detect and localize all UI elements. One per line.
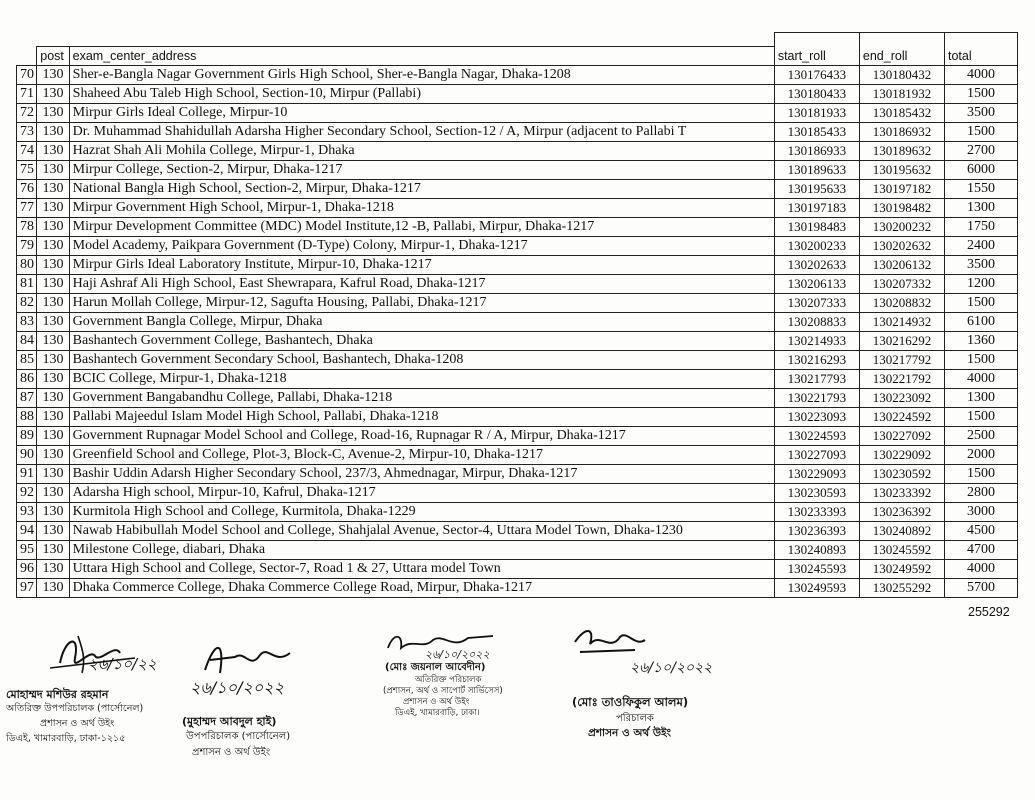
row-total: 2800 <box>945 483 1018 502</box>
row-start-roll: 130240893 <box>774 540 859 559</box>
table-row <box>17 464 1018 483</box>
row-address: Harun Mollah College, Mirpur-12, Sagufta Housing, Pallabi, Dhaka-1217 <box>69 293 774 312</box>
row-address: Bashantech Government College, Bashantech, Dhaka <box>69 331 774 350</box>
signature-date-2: ২৬/১০/২০২২ <box>190 678 284 697</box>
row-end-roll: 130249592 <box>859 559 944 578</box>
row-total: 4700 <box>945 540 1018 559</box>
row-index: 96 <box>17 559 37 578</box>
row-index: 85 <box>17 350 37 369</box>
signer-title-2: উপপরিচালক (পার্সোনেল) <box>186 731 291 742</box>
row-post: 130 <box>37 502 69 521</box>
row-end-roll: 130208832 <box>859 293 944 312</box>
row-post: 130 <box>37 274 69 293</box>
row-start-roll: 130230593 <box>774 483 859 502</box>
row-start-roll: 130214933 <box>774 331 859 350</box>
row-end-roll: 130229092 <box>859 445 944 464</box>
row-index: 73 <box>17 122 37 141</box>
row-address: Nawab Habibullah Model School and College, Shahjalal Avenue, Sector-4, Uttara Model Town, Dhaka-1230 <box>69 521 774 540</box>
row-index: 82 <box>17 293 37 312</box>
row-address: Mirpur Government High School, Mirpur-1, Dhaka-1218 <box>69 198 774 217</box>
signer-title-1: অতিরিক্ত উপপরিচালক (পার্সোনেল) <box>6 703 144 714</box>
table-row <box>17 540 1018 559</box>
row-post: 130 <box>37 540 69 559</box>
row-start-roll: 130198483 <box>774 217 859 236</box>
row-index: 95 <box>17 540 37 559</box>
row-total: 5700 <box>945 578 1018 597</box>
table-row <box>17 331 1018 350</box>
row-index: 90 <box>17 445 37 464</box>
row-index: 87 <box>17 388 37 407</box>
table-row <box>17 445 1018 464</box>
row-total: 1300 <box>945 388 1018 407</box>
row-end-roll: 130180432 <box>859 65 944 84</box>
header-start-roll: start_roll <box>774 33 859 66</box>
row-end-roll: 130202632 <box>859 236 944 255</box>
row-start-roll: 130221793 <box>774 388 859 407</box>
row-start-roll: 130229093 <box>774 464 859 483</box>
row-address: Dr. Muhammad Shahidullah Adarsha Higher Secondary School, Section-12 / A, Mirpur (adjacent to Pallabi T <box>69 122 774 141</box>
row-total: 1500 <box>945 84 1018 103</box>
table-row <box>17 388 1018 407</box>
row-index: 93 <box>17 502 37 521</box>
row-address: Mirpur Girls Ideal College, Mirpur-10 <box>69 103 774 122</box>
row-total: 4500 <box>945 521 1018 540</box>
row-address: Kurmitola High School and College, Kurmitola, Dhaka-1229 <box>69 502 774 521</box>
row-address: Shaheed Abu Taleb High School, Section-10, Mirpur (Pallabi) <box>69 84 774 103</box>
row-end-roll: 130245592 <box>859 540 944 559</box>
row-index: 70 <box>17 65 37 84</box>
row-end-roll: 130198482 <box>859 198 944 217</box>
row-index: 86 <box>17 369 37 388</box>
row-post: 130 <box>37 198 69 217</box>
row-end-roll: 130207332 <box>859 274 944 293</box>
signature-block-3 <box>375 628 545 728</box>
row-address: Milestone College, diabari, Dhaka <box>69 540 774 559</box>
row-start-roll: 130224593 <box>774 426 859 445</box>
row-end-roll: 130206132 <box>859 255 944 274</box>
signer-office-1: ডিএই, খামারবাড়ি, ঢাকা-১২১৫ <box>6 733 126 744</box>
row-address: Dhaka Commerce College, Dhaka Commerce College Road, Mirpur, Dhaka-1217 <box>69 578 774 597</box>
table-body <box>17 65 1018 597</box>
row-index: 71 <box>17 84 37 103</box>
signature-block-2 <box>170 635 360 765</box>
row-post: 130 <box>37 350 69 369</box>
row-total: 1500 <box>945 293 1018 312</box>
row-post: 130 <box>37 293 69 312</box>
table-row <box>17 274 1018 293</box>
row-end-roll: 130186932 <box>859 122 944 141</box>
row-start-roll: 130245593 <box>774 559 859 578</box>
row-total: 6000 <box>945 160 1018 179</box>
table-row <box>17 502 1018 521</box>
signer-title-4: পরিচালক <box>616 713 654 724</box>
row-total: 4000 <box>945 559 1018 578</box>
row-post: 130 <box>37 255 69 274</box>
row-end-roll: 130224592 <box>859 407 944 426</box>
row-end-roll: 130255292 <box>859 578 944 597</box>
row-total: 1300 <box>945 198 1018 217</box>
row-address: Mirpur College, Section-2, Mirpur, Dhaka-1217 <box>69 160 774 179</box>
row-start-roll: 130249593 <box>774 578 859 597</box>
signature-block-4 <box>560 622 760 742</box>
row-total: 3500 <box>945 255 1018 274</box>
row-total: 2700 <box>945 141 1018 160</box>
signer-wing-1: প্রশাসন ও অর্থ উইং <box>40 718 115 729</box>
table-row <box>17 122 1018 141</box>
row-end-roll: 130233392 <box>859 483 944 502</box>
signer-name-1: মোহাম্মদ মশিউর রহমান <box>6 688 109 701</box>
row-total: 6100 <box>945 312 1018 331</box>
signer-name-4: (মোঃ তাওফিকুল আলম) <box>572 695 689 709</box>
row-index: 83 <box>17 312 37 331</box>
row-post: 130 <box>37 217 69 236</box>
row-total: 4000 <box>945 369 1018 388</box>
row-total: 3000 <box>945 502 1018 521</box>
row-address: BCIC College, Mirpur-1, Dhaka-1218 <box>69 369 774 388</box>
table-row <box>17 255 1018 274</box>
signer-wing-3: প্রশাসন ও অর্থ উইং <box>403 697 470 707</box>
row-index: 80 <box>17 255 37 274</box>
table-row <box>17 312 1018 331</box>
table-row <box>17 578 1018 597</box>
row-total: 2400 <box>945 236 1018 255</box>
row-post: 130 <box>37 122 69 141</box>
row-index: 81 <box>17 274 37 293</box>
table-row <box>17 160 1018 179</box>
row-index: 79 <box>17 236 37 255</box>
row-index: 84 <box>17 331 37 350</box>
row-end-roll: 130217792 <box>859 350 944 369</box>
signer-name-3: (মোঃ জয়নাল আবেদীন) <box>385 662 486 673</box>
signer-office-3: ডিএই, খামারবাড়ি, ঢাকা। <box>395 708 480 718</box>
row-address: Adarsha High school, Mirpur-10, Kafrul, Dhaka-1217 <box>69 483 774 502</box>
row-start-roll: 130176433 <box>774 65 859 84</box>
handwritten-signature-2 <box>190 635 310 680</box>
row-post: 130 <box>37 160 69 179</box>
table-header-row-top <box>17 33 1018 47</box>
row-total: 1500 <box>945 407 1018 426</box>
row-address: Uttara High School and College, Sector-7, Road 1 & 27, Uttara model Town <box>69 559 774 578</box>
row-address: Greenfield School and College, Plot-3, Block-C, Avenue-2, Mirpur-10, Dhaka-1217 <box>69 445 774 464</box>
row-start-roll: 130208833 <box>774 312 859 331</box>
row-post: 130 <box>37 369 69 388</box>
row-post: 130 <box>37 236 69 255</box>
row-start-roll: 130180433 <box>774 84 859 103</box>
row-address: Bashantech Government Secondary School, Bashantech, Dhaka-1208 <box>69 350 774 369</box>
table-row <box>17 217 1018 236</box>
row-total: 1500 <box>945 350 1018 369</box>
row-address: Pallabi Majeedul Islam Model High School, Pallabi, Dhaka-1218 <box>69 407 774 426</box>
row-end-roll: 130181932 <box>859 84 944 103</box>
row-post: 130 <box>37 464 69 483</box>
row-index: 75 <box>17 160 37 179</box>
row-start-roll: 130216293 <box>774 350 859 369</box>
row-total: 2000 <box>945 445 1018 464</box>
row-total: 4000 <box>945 65 1018 84</box>
row-start-roll: 130202633 <box>774 255 859 274</box>
table-row <box>17 198 1018 217</box>
row-address: Hazrat Shah Ali Mohila College, Mirpur-1, Dhaka <box>69 141 774 160</box>
row-address: National Bangla High School, Section-2, Mirpur, Dhaka-1217 <box>69 179 774 198</box>
signer-name-2: (মুহাম্মদ আবদুল হাই) <box>182 715 277 728</box>
row-address: Government Bangla College, Mirpur, Dhaka <box>69 312 774 331</box>
row-end-roll: 130221792 <box>859 369 944 388</box>
row-address: Mirpur Girls Ideal Laboratory Institute, Mirpur-10, Dhaka-1217 <box>69 255 774 274</box>
row-total: 1360 <box>945 331 1018 350</box>
signature-date-4: ২৬/১০/২০২২ <box>630 660 713 676</box>
row-start-roll: 130206133 <box>774 274 859 293</box>
row-post: 130 <box>37 559 69 578</box>
row-post: 130 <box>37 578 69 597</box>
signature-date-1: ২৬/১০/২২ <box>88 655 157 673</box>
exam-center-table <box>16 32 1018 598</box>
row-start-roll: 130197183 <box>774 198 859 217</box>
row-start-roll: 130181933 <box>774 103 859 122</box>
table-row <box>17 141 1018 160</box>
signature-block-1 <box>0 628 170 758</box>
row-address: Haji Ashraf Ali High School, East Shewrapara, Kafrul Road, Dhaka-1217 <box>69 274 774 293</box>
row-end-roll: 130227092 <box>859 426 944 445</box>
row-post: 130 <box>37 407 69 426</box>
table-row <box>17 65 1018 84</box>
row-address: Bashir Uddin Adarsh Higher Secondary School, 237/3, Ahmednagar, Mirpur, Dhaka-1217 <box>69 464 774 483</box>
row-start-roll: 130189633 <box>774 160 859 179</box>
table-row <box>17 84 1018 103</box>
row-start-roll: 130207333 <box>774 293 859 312</box>
row-index: 74 <box>17 141 37 160</box>
row-end-roll: 130223092 <box>859 388 944 407</box>
signer-title-3: অতিরিক্ত পরিচালক <box>415 675 482 685</box>
row-index: 89 <box>17 426 37 445</box>
table-row <box>17 103 1018 122</box>
row-start-roll: 130233393 <box>774 502 859 521</box>
row-index: 78 <box>17 217 37 236</box>
row-address: Government Bangabandhu College, Pallabi, Dhaka-1218 <box>69 388 774 407</box>
table-row <box>17 350 1018 369</box>
row-address: Government Rupnagar Model School and College, Road-16, Rupnagar R / A, Mirpur, Dhaka-1217 <box>69 426 774 445</box>
row-post: 130 <box>37 312 69 331</box>
row-start-roll: 130217793 <box>774 369 859 388</box>
header-index <box>17 46 37 65</box>
row-start-roll: 130200233 <box>774 236 859 255</box>
table-row <box>17 179 1018 198</box>
row-index: 94 <box>17 521 37 540</box>
row-total: 1550 <box>945 179 1018 198</box>
row-post: 130 <box>37 426 69 445</box>
row-index: 88 <box>17 407 37 426</box>
table-row <box>17 521 1018 540</box>
row-address: Sher-e-Bangla Nagar Government Girls High School, Sher-e-Bangla Nagar, Dhaka-1208 <box>69 65 774 84</box>
row-post: 130 <box>37 65 69 84</box>
row-start-roll: 130195633 <box>774 179 859 198</box>
row-end-roll: 130214932 <box>859 312 944 331</box>
grand-total: 255292 <box>968 605 1010 619</box>
row-post: 130 <box>37 103 69 122</box>
row-address: Model Academy, Paikpara Government (D-Type) Colony, Mirpur-1, Dhaka-1217 <box>69 236 774 255</box>
row-post: 130 <box>37 483 69 502</box>
row-total: 2500 <box>945 426 1018 445</box>
row-end-roll: 130216292 <box>859 331 944 350</box>
signer-dept-3: (প্রশাসন, অর্থ ও সাপোর্ট সার্ভিসেস) <box>383 686 503 696</box>
row-end-roll: 130230592 <box>859 464 944 483</box>
row-start-roll: 130186933 <box>774 141 859 160</box>
row-post: 130 <box>37 388 69 407</box>
table-row <box>17 236 1018 255</box>
signature-date-3: ২৬/১০/২০২২ <box>425 648 490 661</box>
row-end-roll: 130189632 <box>859 141 944 160</box>
row-post: 130 <box>37 179 69 198</box>
row-total: 3500 <box>945 103 1018 122</box>
row-end-roll: 130197182 <box>859 179 944 198</box>
row-post: 130 <box>37 84 69 103</box>
row-total: 1750 <box>945 217 1018 236</box>
header-spacer <box>17 33 775 47</box>
row-index: 72 <box>17 103 37 122</box>
row-start-roll: 130227093 <box>774 445 859 464</box>
table-row <box>17 426 1018 445</box>
row-total: 1500 <box>945 122 1018 141</box>
row-index: 77 <box>17 198 37 217</box>
row-total: 1200 <box>945 274 1018 293</box>
row-end-roll: 130200232 <box>859 217 944 236</box>
table-row <box>17 293 1018 312</box>
row-end-roll: 130236392 <box>859 502 944 521</box>
row-start-roll: 130236393 <box>774 521 859 540</box>
row-index: 76 <box>17 179 37 198</box>
row-end-roll: 130240892 <box>859 521 944 540</box>
table-row <box>17 559 1018 578</box>
table-row <box>17 369 1018 388</box>
header-end-roll: end_roll <box>859 33 944 66</box>
row-post: 130 <box>37 521 69 540</box>
header-total: total <box>945 33 1018 66</box>
header-post: post <box>37 46 69 65</box>
row-index: 97 <box>17 578 37 597</box>
signer-wing-4: প্রশাসন ও অর্থ উইং <box>588 727 672 739</box>
row-post: 130 <box>37 331 69 350</box>
table-row <box>17 483 1018 502</box>
row-start-roll: 130185433 <box>774 122 859 141</box>
row-index: 91 <box>17 464 37 483</box>
row-index: 92 <box>17 483 37 502</box>
table-row <box>17 407 1018 426</box>
row-address: Mirpur Development Committee (MDC) Model Institute,12 -B, Pallabi, Mirpur, Dhaka-1217 <box>69 217 774 236</box>
row-end-roll: 130195632 <box>859 160 944 179</box>
row-total: 1500 <box>945 464 1018 483</box>
header-exam-center-address: exam_center_address <box>69 46 774 65</box>
signer-wing-2: প্রশাসন ও অর্থ উইং <box>192 747 271 758</box>
row-post: 130 <box>37 141 69 160</box>
row-start-roll: 130223093 <box>774 407 859 426</box>
row-post: 130 <box>37 445 69 464</box>
row-end-roll: 130185432 <box>859 103 944 122</box>
